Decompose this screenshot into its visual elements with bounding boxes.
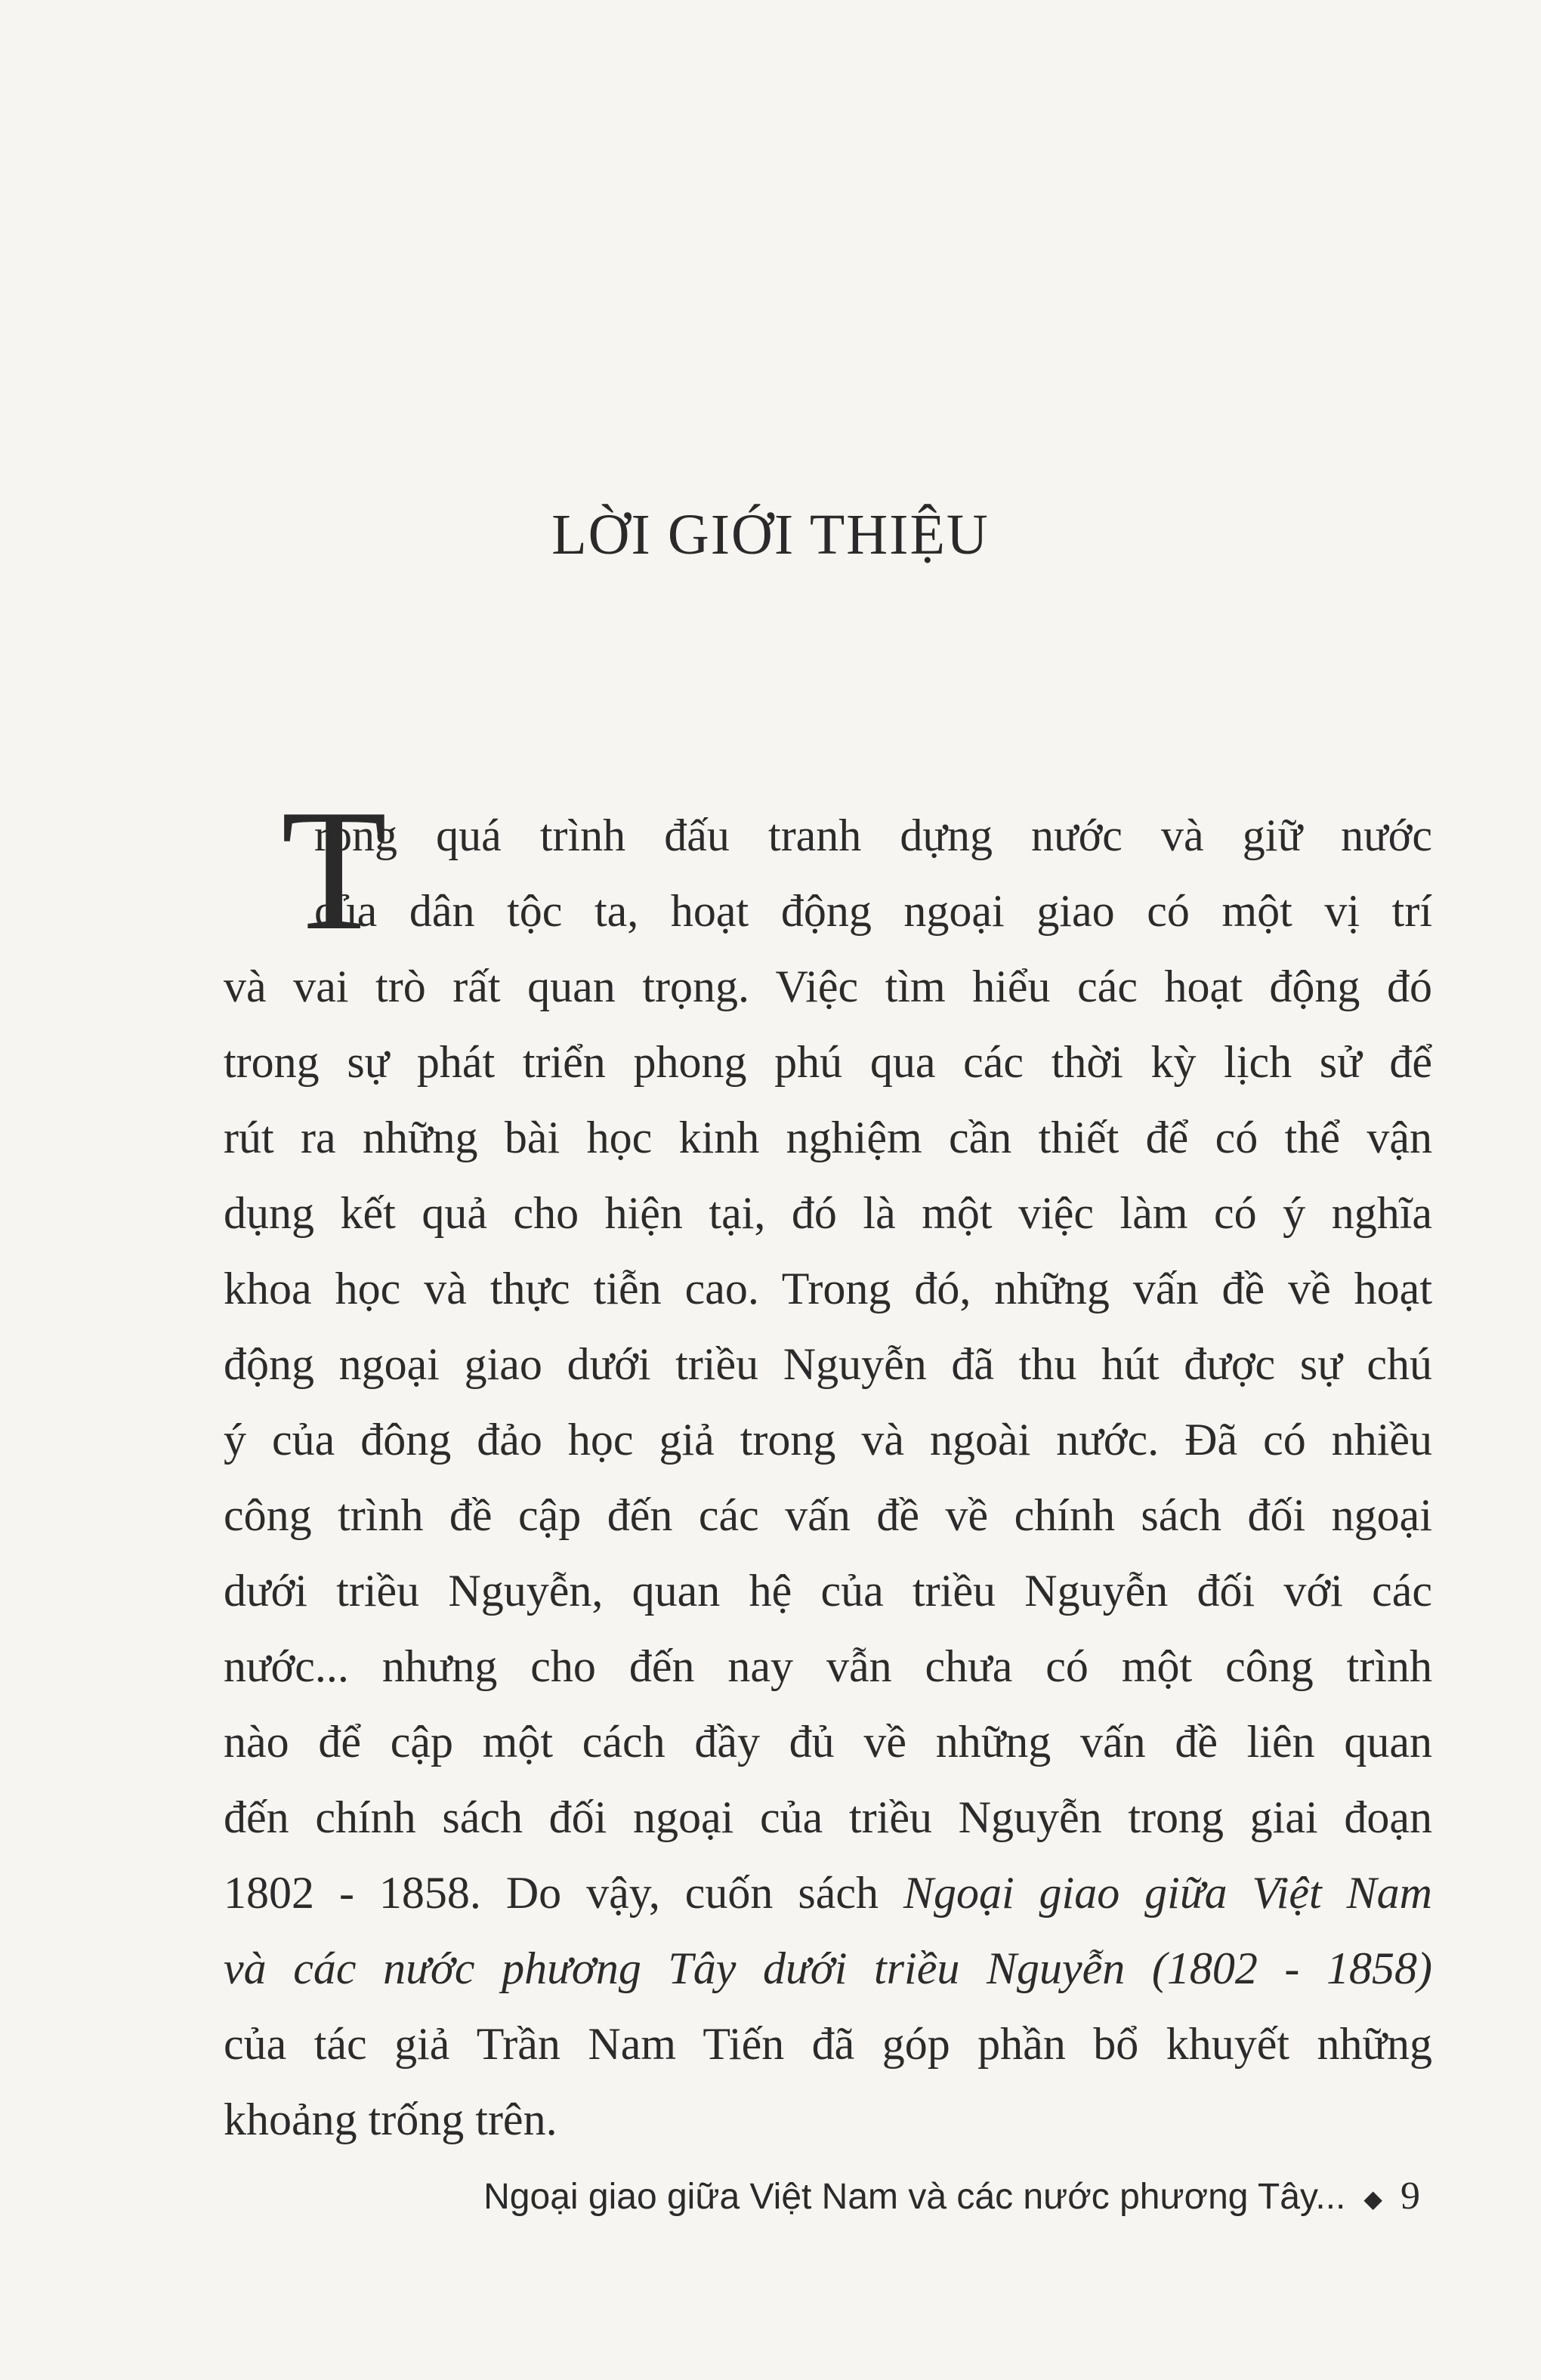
text-line: [224, 1931, 1432, 2006]
text-line: [224, 1855, 1432, 1931]
drop-cap: T: [281, 773, 388, 966]
text-line: rút ra những bài học kinh nghiệm cần thiết để có thể vận: [224, 1113, 1432, 1162]
text-line: nước... nhưng cho đến nay vẫn chưa có một công trình: [224, 1641, 1432, 1691]
text-line: trong sự phát triển phong phú qua các thời kỳ lịch sử để: [224, 1037, 1432, 1087]
diamond-icon: ◆: [1363, 2185, 1382, 2213]
text-line: khoa học và thực tiễn cao. Trong đó, những vấn đề về hoạt: [224, 1264, 1432, 1313]
running-title: Ngoại giao giữa Việt Nam và các nước phương Tây...: [483, 2177, 1346, 2217]
running-footer: [483, 2174, 1420, 2218]
text-line: rong quá trình đấu tranh dựng nước và giữ nước: [314, 810, 1432, 860]
body-paragraph: [224, 798, 1432, 2157]
page-number: 9: [1400, 2175, 1420, 2218]
text-line: nào để cập một cách đầy đủ về những vấn đề liên quan: [224, 1717, 1432, 1767]
text-line: đến chính sách đối ngoại của triều Nguyễn trong giai đoạn: [224, 1792, 1432, 1842]
text-line: dụng kết quả cho hiện tại, đó là một việc làm có ý nghĩa: [224, 1188, 1432, 1238]
book-title-italic: và các nước phương Tây dưới triều Nguyễn (1802 - 1858): [224, 1943, 1432, 1993]
text-line: công trình đề cập đến các vấn đề về chính sách đối ngoại: [224, 1490, 1432, 1540]
text-line: và vai trò rất quan trọng. Việc tìm hiểu các hoạt động đó: [224, 962, 1432, 1011]
text-line: khoảng trống trên.: [224, 2094, 557, 2144]
book-title-italic: Ngoại giao giữa Việt Nam: [903, 1868, 1432, 1918]
text-line: của tác giả Trần Nam Tiến đã góp phần bổ khuyết những: [224, 2019, 1432, 2069]
text-line: động ngoại giao dưới triều Nguyễn đã thu hút được sự chú: [224, 1339, 1432, 1389]
text-segment: 1802 - 1858. Do vậy, cuốn sách: [224, 1868, 903, 1918]
text-line: của dân tộc ta, hoạt động ngoại giao có một vị trí: [314, 886, 1432, 936]
text-line: dưới triều Nguyễn, quan hệ của triều Nguyễn đối với các: [224, 1566, 1432, 1616]
page-title: LỜI GIỚI THIỆU: [551, 503, 990, 566]
text-line: ý của đông đảo học giả trong và ngoài nước. Đã có nhiều: [224, 1415, 1432, 1465]
